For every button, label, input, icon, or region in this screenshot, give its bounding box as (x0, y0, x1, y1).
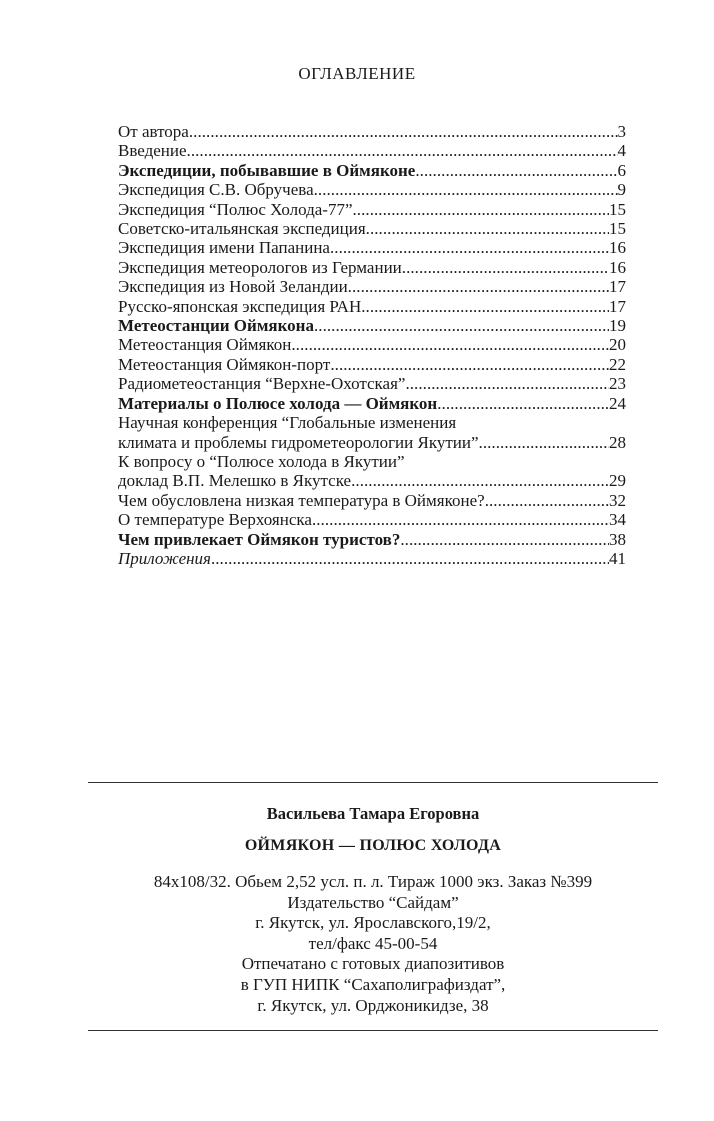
toc-leader-dots (479, 433, 609, 452)
toc-entry-title: Метеостанция Оймякон-порт (118, 354, 331, 374)
toc-page-number: 15 (609, 199, 626, 219)
toc-page-number: 16 (609, 238, 626, 258)
imprint-line: г. Якутск, ул. Орджоникидзе, 38 (257, 995, 489, 1015)
imprint-line: в ГУП НИПК “Сахаполиграфиздат”, (240, 974, 506, 994)
toc-leader-dots (330, 238, 609, 257)
toc-entry-title: Экспедиция С.В. Обручева (118, 180, 314, 200)
toc-page-number: 17 (609, 277, 626, 297)
toc-page-number: 20 (609, 335, 626, 355)
toc-page-number: 23 (609, 374, 626, 394)
toc-leader-dots (314, 180, 618, 199)
toc-entry-title: Метеостанция Оймякон (118, 335, 292, 355)
toc-entry (118, 277, 626, 296)
toc-leader-dots (314, 316, 609, 335)
imprint-details (88, 872, 658, 1016)
top-divider (88, 782, 658, 783)
toc-page-number: 34 (609, 510, 626, 530)
toc-leader-dots (366, 219, 609, 238)
toc-entry-title: О температуре Верхоянска (118, 510, 312, 530)
toc-entry (118, 549, 626, 568)
toc-page-number: 41 (609, 548, 626, 568)
imprint-line: Отпечатано с готовых диапозитивов (241, 954, 505, 974)
toc-leader-dots (400, 530, 609, 549)
toc-page-number: 24 (609, 393, 626, 413)
toc-page-number: 38 (609, 529, 626, 549)
toc-entry-title: Радиометеостанция “Верхне-Охотская” (118, 374, 406, 394)
imprint-line: тел/факс 45-00-54 (308, 933, 438, 953)
toc-page-number: 6 (617, 160, 626, 180)
toc-leader-dots (415, 161, 617, 180)
toc-leader-dots (485, 491, 609, 510)
toc-entry-title: Советско-итальянская экспедиция (118, 219, 366, 239)
toc-entry (118, 141, 626, 160)
toc-leader-dots (348, 277, 609, 296)
toc-leader-dots (312, 510, 609, 529)
toc-entry (118, 316, 626, 335)
toc-leader-dots (351, 471, 609, 490)
toc-page-number: 3 (617, 122, 626, 141)
toc-entry-title: Экспедиции, побывавшие в Оймяконе (118, 160, 416, 180)
imprint-line: Издательство “Сайдам” (287, 892, 459, 912)
bottom-divider (88, 1030, 658, 1031)
toc-page-number: 22 (609, 354, 626, 374)
toc-entry (118, 530, 626, 549)
toc-entry-line: К вопросу о “Полюсе холода в Якутии” (118, 451, 405, 471)
toc-leader-dots (405, 374, 609, 393)
toc-page-number: 9 (617, 180, 626, 200)
toc-entry-title: Чем обусловлена низкая температура в Оймяконе? (118, 490, 485, 510)
toc-entry-title: Метеостанции Оймякона (118, 316, 314, 336)
toc-entry (118, 122, 626, 141)
toc-leader-dots (330, 355, 609, 374)
toc-page-number: 29 (609, 471, 626, 491)
toc-entry-title: Экспедиция метеорологов из Германии (118, 257, 402, 277)
toc-leader-dots (353, 200, 610, 219)
toc-entry (118, 394, 626, 413)
toc-entry-title: климата и проблемы гидрометеорологии Якутии” (118, 432, 479, 452)
toc-entry (118, 491, 626, 510)
toc-leader-dots (291, 335, 609, 354)
toc-leader-dots (361, 297, 609, 316)
toc-page-number: 19 (609, 316, 626, 336)
toc-entry (118, 219, 626, 238)
toc-entry-title: доклад В.П. Мелешко в Якутске (118, 471, 352, 491)
toc-entry-title: Экспедиция из Новой Зеландии (118, 277, 348, 297)
toc-entry (118, 433, 626, 452)
toc-entry-title: Приложения (118, 548, 211, 568)
toc-entry (118, 200, 626, 219)
book-title: ОЙМЯКОН — ПОЛЮС ХОЛОДА (244, 837, 502, 854)
toc-entry-title: Экспедиция имени Папанина (118, 238, 330, 258)
toc-page-number: 32 (609, 490, 626, 510)
toc-entry (118, 374, 626, 393)
toc-entry (118, 258, 626, 277)
toc-leader-dots (437, 394, 609, 413)
imprint-line: 84х108/32. Обьем 2,52 усл. п. л. Тираж 1000 экз. Заказ №399 (153, 872, 593, 891)
toc-leader-dots (402, 258, 609, 277)
toc-entry-title: Материалы о Полюсе холода — Оймякон (118, 393, 438, 413)
author-name: Васильева Тамара Егоровна (266, 804, 480, 823)
toc-entry (118, 510, 626, 529)
toc-entry (118, 471, 626, 490)
toc-page-number: 17 (609, 296, 626, 316)
toc-entry-title: Русско-японская экспедиция РАН (118, 296, 362, 316)
toc-entry (118, 180, 626, 199)
toc-entry (118, 161, 626, 180)
toc-heading: ОГЛАВЛЕНИЕ (298, 64, 416, 83)
toc-entry-title: Экспедиция “Полюс Холода-77” (118, 199, 353, 219)
toc-entry-title: От автора (118, 122, 189, 141)
toc-page-number: 28 (609, 432, 626, 452)
toc-page-number: 4 (617, 141, 626, 161)
toc-entry (118, 355, 626, 374)
imprint-line: г. Якутск, ул. Ярославского,19/2, (255, 913, 491, 933)
toc-entry-title: Введение (118, 141, 187, 161)
toc-leader-dots (211, 549, 609, 568)
toc-entry (118, 297, 626, 316)
toc-entry (118, 238, 626, 257)
toc-leader-dots (189, 122, 618, 141)
toc-leader-dots (187, 141, 618, 160)
toc-page-number: 15 (609, 219, 626, 239)
toc-entry (118, 335, 626, 354)
toc-entry-line: Научная конференция “Глобальные изменения (118, 413, 457, 433)
toc-entry-title: Чем привлекает Оймякон туристов? (118, 529, 401, 549)
table-of-contents (118, 122, 626, 568)
toc-page-number: 16 (609, 257, 626, 277)
